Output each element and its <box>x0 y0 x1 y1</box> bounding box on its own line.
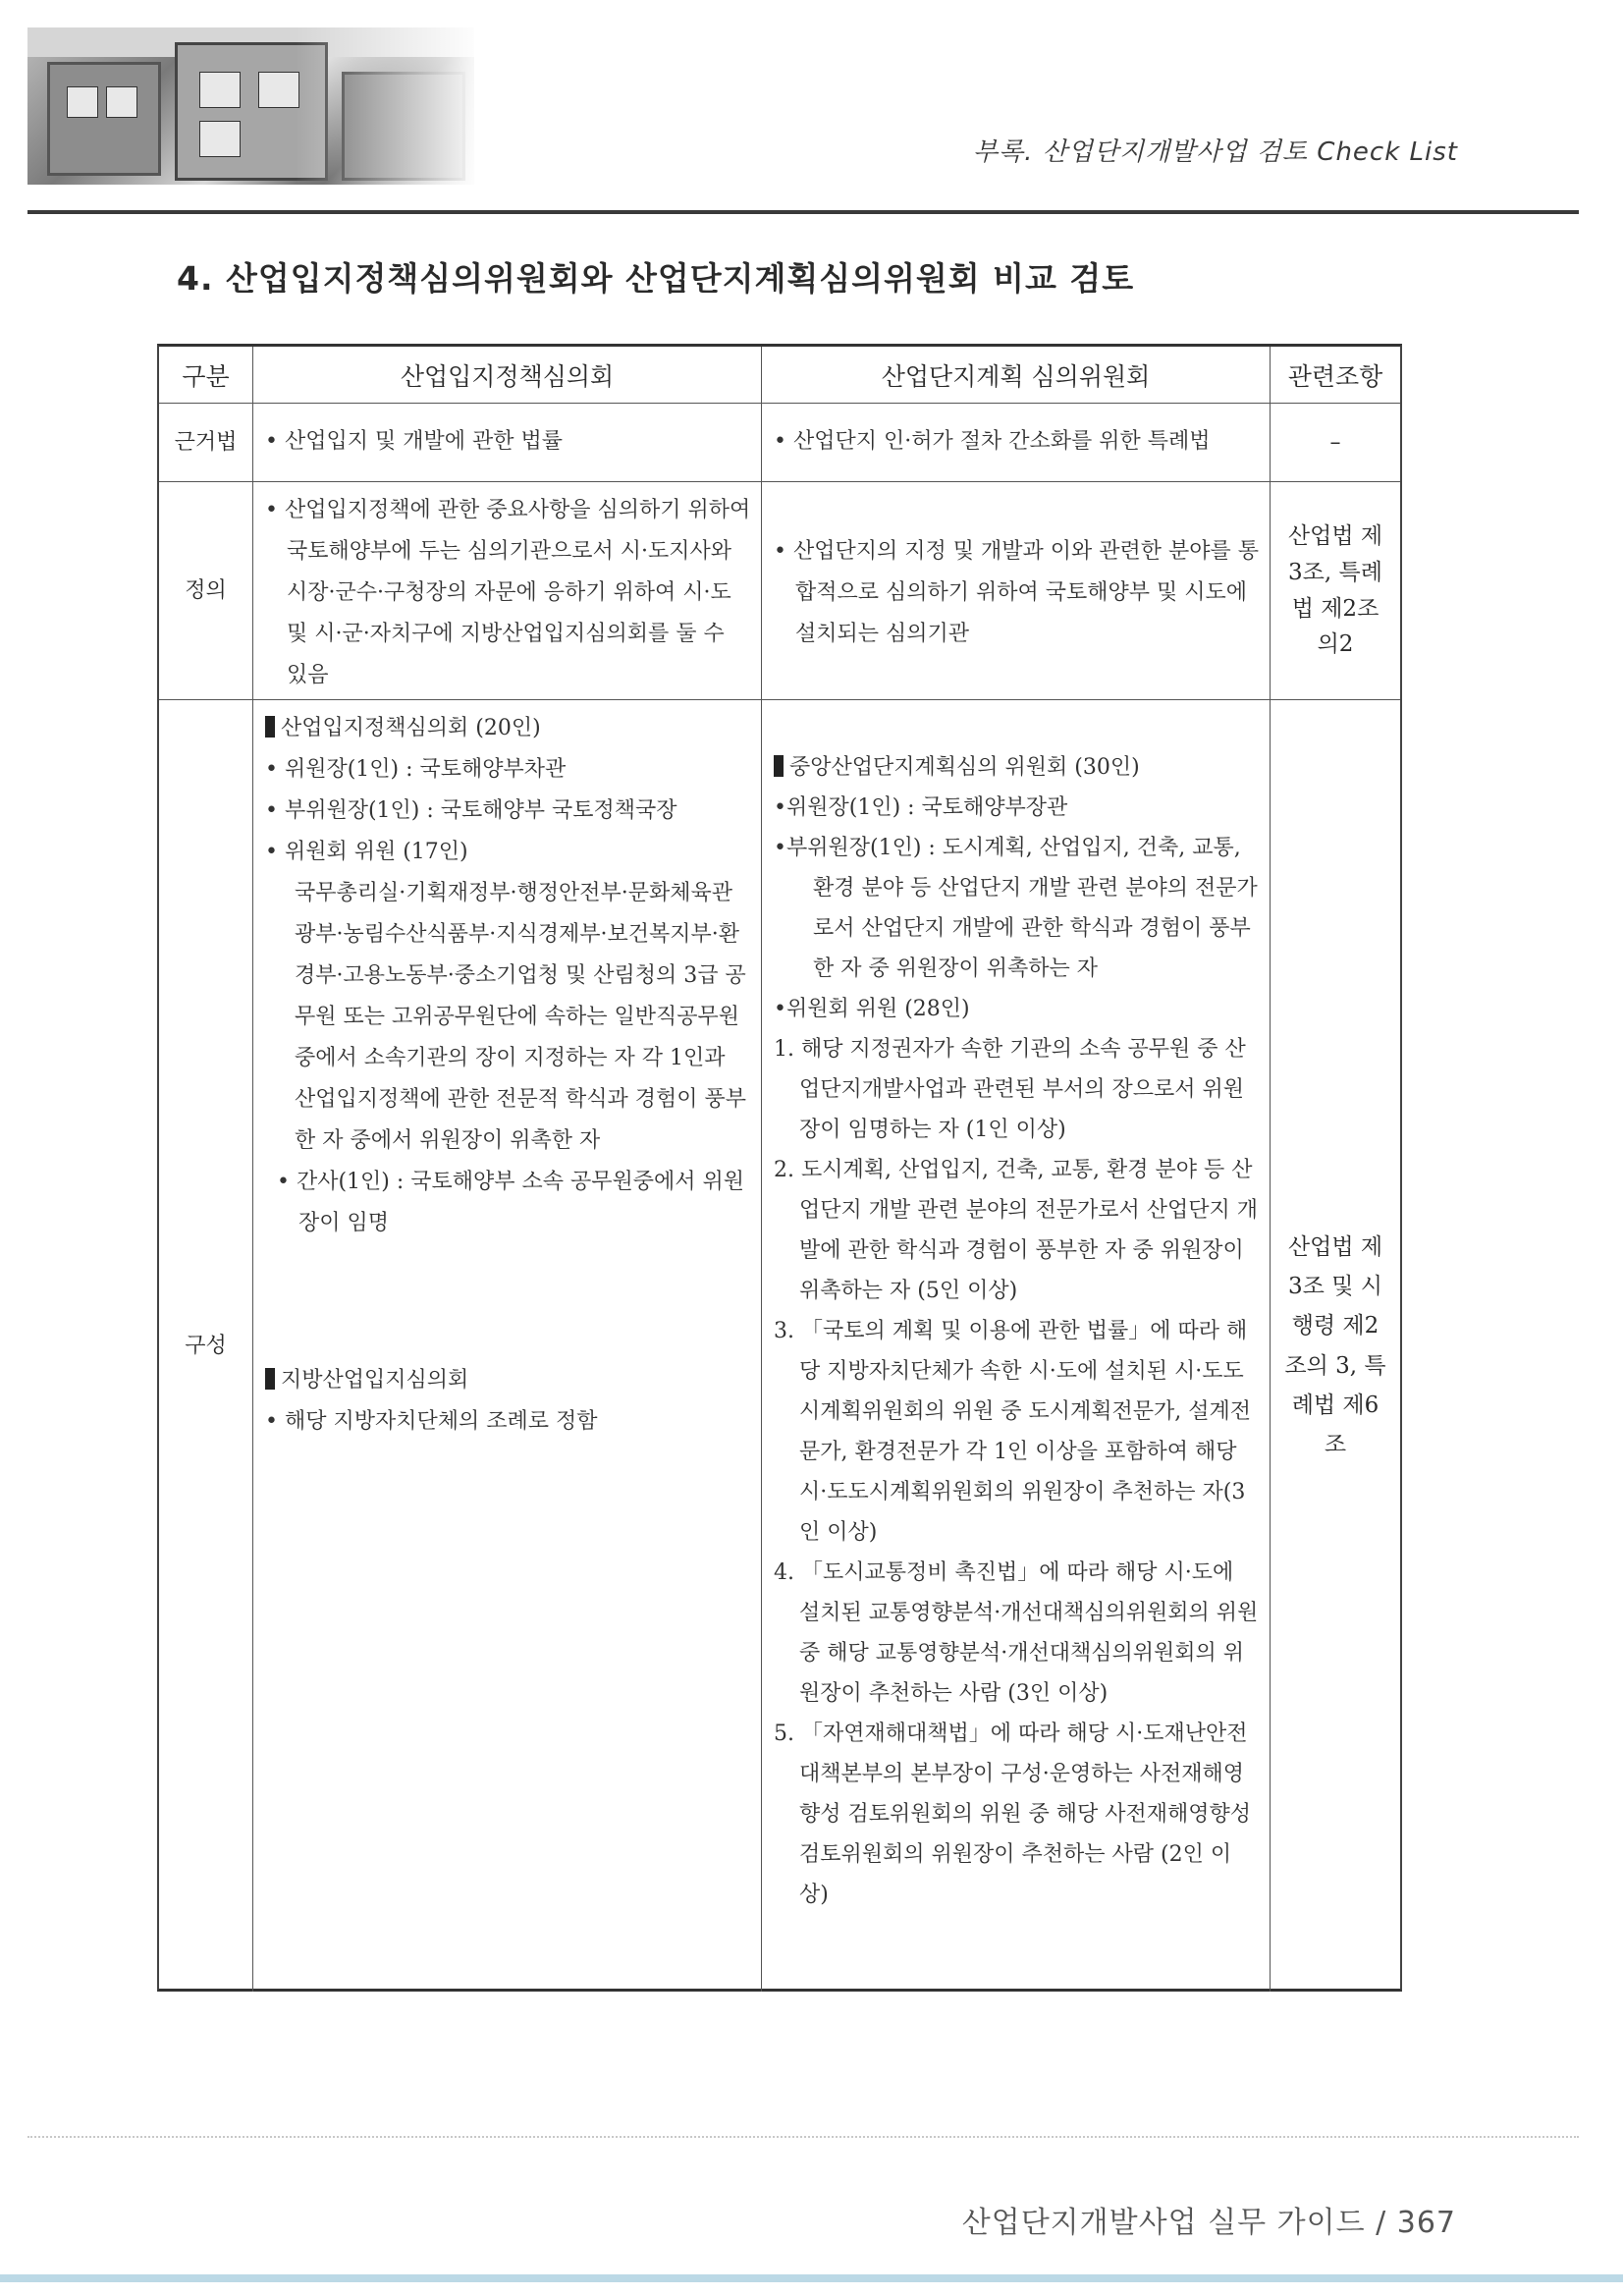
numbered-item: 5. 「자연재해대책법」에 따라 해당 시·도재난안전대책본부의 본부장이 구성·운영하는 사전재해영향성 검토위원회의 위원 중 해당 사전재해영향성 검토위원회의 위원장이 추천하는 사람 (2인 이상) <box>774 1722 1252 1907</box>
list-item: • 부위원장(1인) : 국토해양부 국토정책국장 <box>265 798 677 823</box>
list-item: • 간사(1인) : 국토해양부 소속 공무원중에서 위원장이 임명 <box>277 1170 745 1235</box>
comparison-table <box>157 344 1402 1992</box>
photo-fade <box>27 27 474 185</box>
header-photo <box>27 27 474 185</box>
header-policy-council: 산업입지정책심의회 <box>400 361 615 391</box>
list-item: •위원회 위원 (28인) <box>774 997 970 1021</box>
definition-policy-council: • 산업입지정책에 관한 중요사항을 심의하기 위하여 국토해양부에 두는 심의기관으로서 시·도지사와 시장·군수·구청장의 자문에 응하기 위하여 시·도 및 시·군·자치구에 지방산업입지심의회를 둘 수 있음 <box>265 498 751 687</box>
group-title: 지방산업입지심의회 <box>265 1360 751 1401</box>
members-detail: 국무총리실·기획재정부·행정안전부·문화체육관광부·농림수산식품부·지식경제부·보건복지부·환경부·고용노동부·중소기업청 및 산림청의 3급 공무원 또는 고위공무원단에 속하는 일반직공무원중에서 소속기관의 장이 지정하는 자 각 1인과 산업입지정책에 관한 전문적 학식과 경험이 풍부한 자 중에서 위원장이 위촉한 자 <box>295 881 747 1153</box>
square-bullet-icon <box>265 1368 275 1390</box>
list-item: • 위원회 위원 (17인) <box>265 840 468 864</box>
numbered-item: 3. 「국토의 계획 및 이용에 관한 법률」에 따라 해당 지방자치단체가 속한 시·도에 설치된 시·도도시계획위원회의 위원 중 도시계획전문가, 설계전문가, 환경전문가 각 1인 이상을 포함하여 해당 시·도도시계획위원회의 위원장이 추천하는 자(3인 이상) <box>774 1319 1252 1545</box>
composition-related-articles: 산업법 제3조 및 시행령 제2조의 3, 특례법 제6조 <box>1284 1233 1386 1457</box>
table-row-definition <box>159 482 1400 700</box>
list-item: • 해당 지방자치단체의 조례로 정함 <box>265 1409 598 1434</box>
section-title: 4. 산업입지정책심의위원회와 산업단지계획심의위원회 비교 검토 <box>177 259 1135 298</box>
header-rule <box>27 210 1579 214</box>
definition-related-articles: 산업법 제3조, 특례법 제2조의2 <box>1287 522 1383 658</box>
row-label-composition: 구성 <box>185 1333 227 1358</box>
header-plan-committee: 산업단지계획 심의위원회 <box>881 361 1151 391</box>
running-title: 부록. 산업단지개발사업 검토 Check List <box>972 137 1458 167</box>
basis-policy-council: • 산업입지 및 개발에 관한 법률 <box>265 429 563 454</box>
group-title: 산업입지정책심의회 (20인) <box>265 708 751 749</box>
basis-plan-committee: • 산업단지 인·허가 절차 간소화를 위한 특례법 <box>774 429 1211 454</box>
footer-bar <box>0 2274 1623 2282</box>
group-title: 중앙산업단지계획심의 위원회 (30인) <box>774 747 1260 788</box>
composition-plan-committee <box>762 700 1270 1915</box>
table-header-row <box>159 347 1400 404</box>
list-item: •위원장(1인) : 국토해양부장관 <box>774 795 1068 820</box>
row-label-basis: 근거법 <box>174 429 238 455</box>
numbered-item: 4. 「도시교통정비 촉진법」에 따라 해당 시·도에 설치된 교통영향분석·개선대책심의위원회의 위원 중 해당 교통영향분석·개선대책심의위원회의 위원장이 추천하는 사람 (3인 이상) <box>774 1560 1259 1706</box>
basis-related-articles: – <box>1329 429 1341 455</box>
footer-divider <box>27 2136 1579 2138</box>
numbered-item: 1. 해당 지정권자가 속한 기관의 소속 공무원 중 산업단지개발사업과 관련된 부서의 장으로서 위원장이 임명하는 자 (1인 이상) <box>774 1037 1246 1142</box>
numbered-item: 2. 도시계획, 산업입지, 건축, 교통, 환경 분야 등 산업단지 개발 관련 분야의 전문가로서 산업단지 개발에 관한 학식과 경험이 풍부한 자 중 위원장이 위촉하는 자 (5인 이상) <box>774 1158 1259 1303</box>
list-item: • 위원장(1인) : 국토해양부차관 <box>265 757 567 782</box>
composition-policy-council <box>253 700 761 1443</box>
header-category: 구분 <box>182 361 230 391</box>
header-related-articles: 관련조항 <box>1287 361 1383 391</box>
row-label-definition: 정의 <box>185 577 227 603</box>
square-bullet-icon <box>265 716 275 738</box>
list-item: •부위원장(1인) : 도시계획, 산업입지, 건축, 교통, 환경 분야 등 산업단지 개발 관련 분야의 전문가로서 산업단지 개발에 관한 학식과 경험이 풍부한 자 중 위원장이 위촉하는 자 <box>774 836 1258 981</box>
table-row-composition <box>159 700 1400 1992</box>
table-row-basis <box>159 404 1400 482</box>
square-bullet-icon <box>774 755 784 777</box>
definition-plan-committee: • 산업단지의 지정 및 개발과 이와 관련한 분야를 통합적으로 심의하기 위하여 국토해양부 및 시도에 설치되는 심의기관 <box>774 539 1259 646</box>
footer-page-label: 산업단지개발사업 실무 가이드 / 367 <box>961 2206 1456 2240</box>
